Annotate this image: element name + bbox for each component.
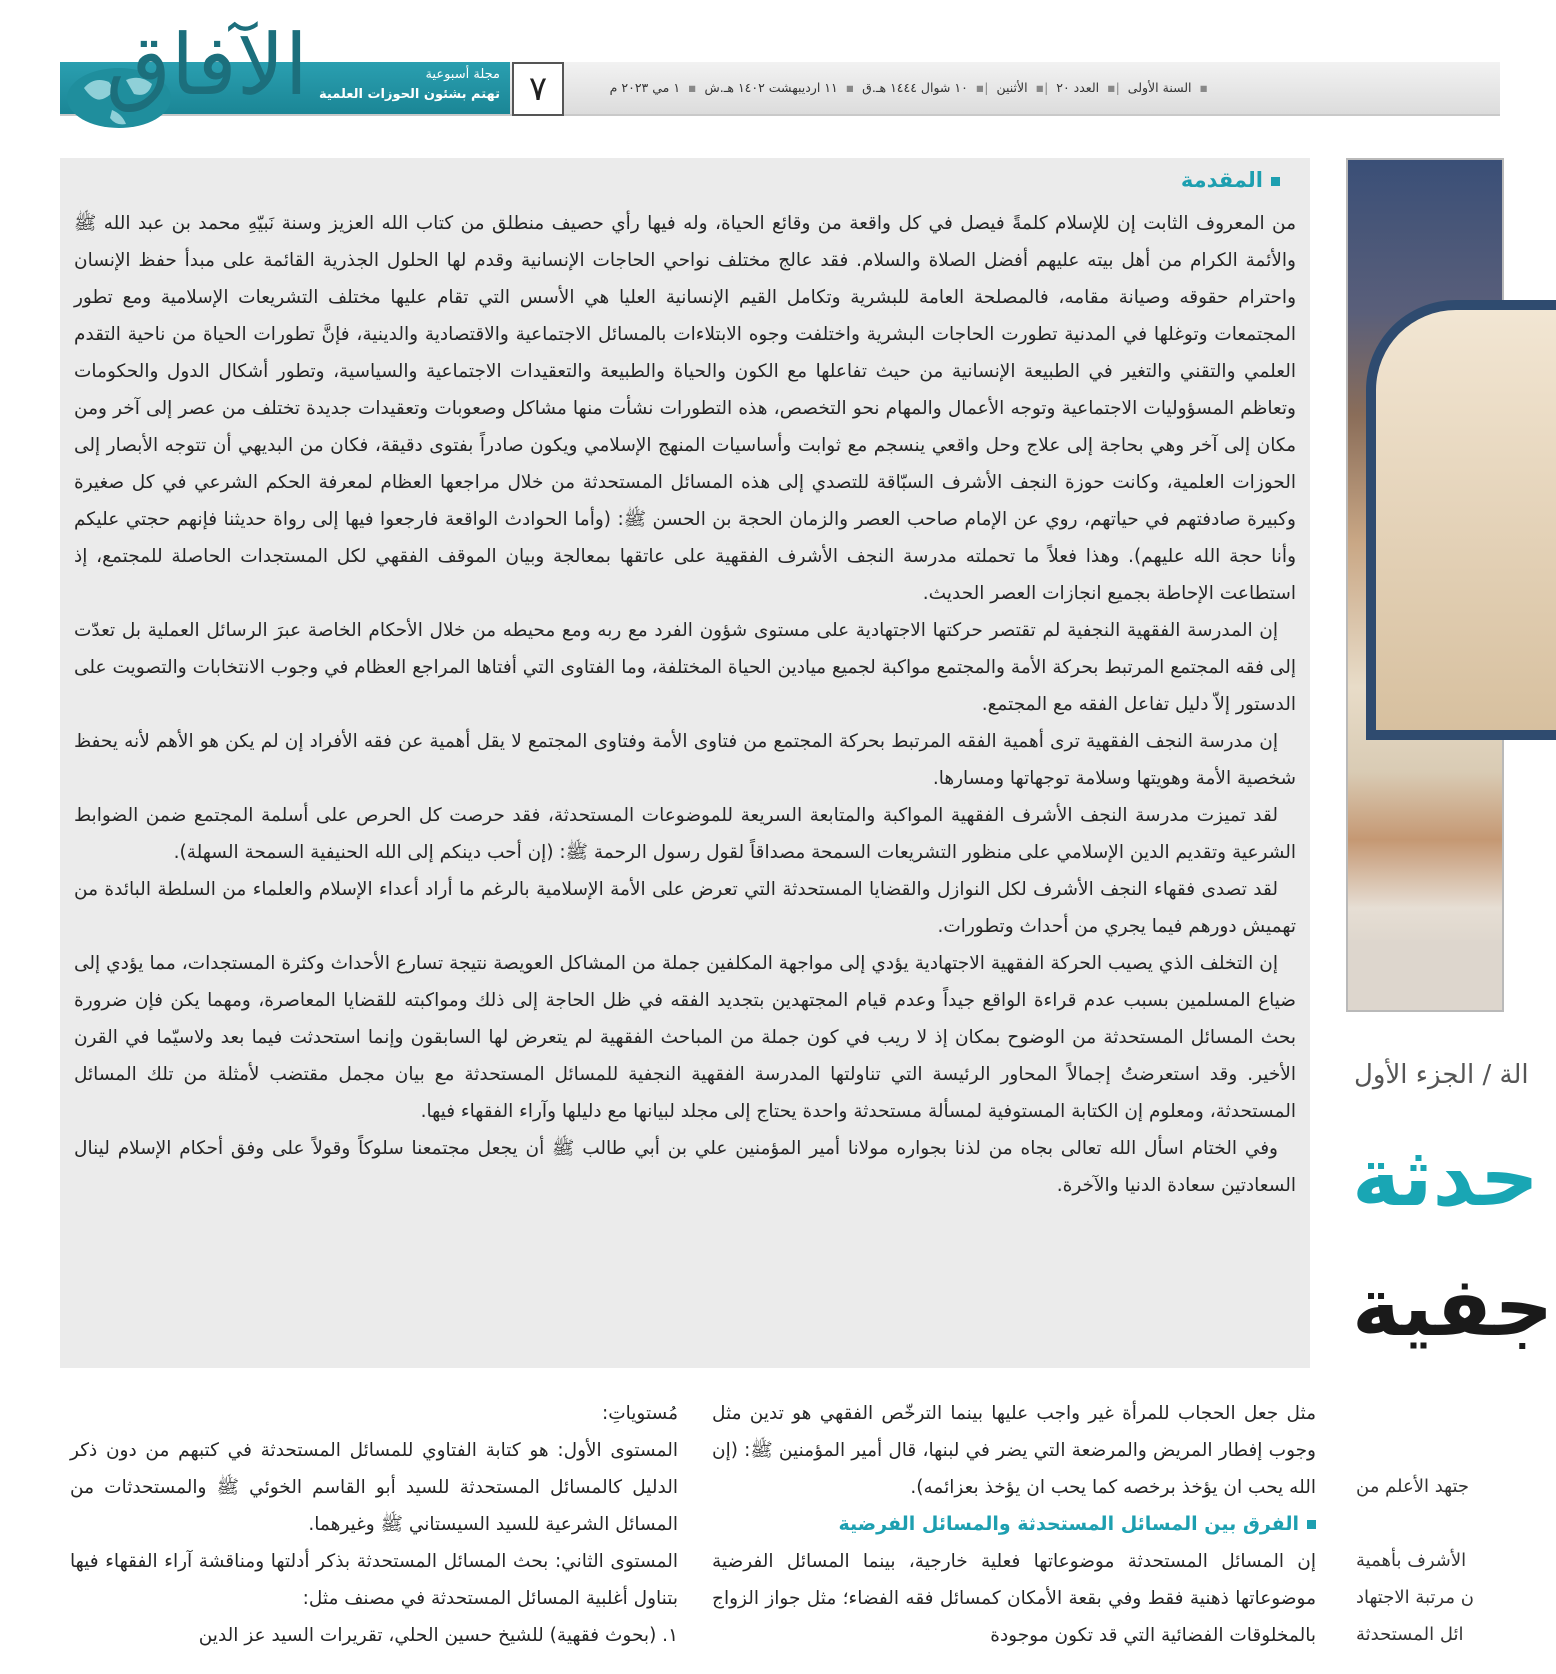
intro-paragraph: إن المدرسة الفقهية النجفية لم تقتصر حركتها الاجتهادية على مستوى شؤون الفرد مع ربه ومع محيطه من خلال الأحكام الخاصة عبرَ الرسائل العملية بل تعدّت إلى فقه المجتمع المرتبط بحركة الأمة والمجتمع مواكبة لجميع ميادين الحياة المختلفة، وما الفتاوى التي أفتاها المراجع العظام في وجوب الانتخابات والتصويت على الدستور إلاّ دليل تفاعل الفقه مع المجتمع. bbox=[74, 620, 1296, 715]
intro-paragraph: لقد تصدى فقهاء النجف الأشرف لكل النوازل والقضايا المستحدثة التي تعرض على الأمة الإسلامية بالرغم ما أراد أعداء الإسلام والعلماء من السلطة البائدة من تهميش دورهم فيما يجري من أحداث وتطورات. bbox=[74, 879, 1296, 937]
article-kicker: الة / الجزء الأول bbox=[1354, 1060, 1529, 1090]
article-column-left bbox=[70, 1395, 678, 1674]
column-paragraph: مُستوياتِ: bbox=[602, 1403, 678, 1424]
meta-solar-date: ١١ ارديبهشت ١٤٠٢ هـ.ش bbox=[704, 80, 838, 95]
meta-hijri-date: ١٠ شوال ١٤٤٤ هـ.ق bbox=[862, 80, 968, 95]
intro-body bbox=[74, 205, 1296, 1204]
intro-paragraph: إن التخلف الذي يصيب الحركة الفقهية الاجتهادية يؤدي إلى مواجهة المكلفين جملة من المشاكل العويصة نتيجة تسارع الأحداث وكثرة المستجدات، مما يؤدي إلى ضياع المسلمين بسبب عدم قراءة الواقع جيداً وعدم قيام المجتهدين بتجديد الفقه في ظل الحاجة إلى ذلك ومواكبته للقضايا المعاصرة، ومهما يكن فإن ضرورة بحث المسائل المستحدثة من الوضوح بمكان إذ لا ريب في كون جملة من المباحث الفقهية لم يتعرض لها السابقون وإنما استحدثت فيما بعد ولاسيّما في القرن الأخير. وقد استعرضتُ إجمالاً المحاور الرئيسة التي تناولتها المدرسة الفقهية النجفية للمسائل المستحدثة مع بيان مجمل مقتضب لأمثلة من تلك المسائل المستحدثة، ومعلوم إن الكتابة المستوفية لمسألة مستحدثة واحدة يحتاج إلى مجلد لبيانها مع دليلها وآراء الفقهاء فيها. bbox=[74, 953, 1296, 1122]
intro-paragraph: إن مدرسة النجف الفقهية ترى أهمية الفقه المرتبط بحركة المجتمع من فتاوى الأمة وفتاوى المجتمع لا يقل أهمية عن فقه الأفراد إن لم يكن هو الأهم لأنه يحفظ شخصية الأمة وهويتها وسلامة توجهاتها ومسارها. bbox=[74, 731, 1296, 789]
masthead-tagline: تهتم بشئون الحوزات العلمية bbox=[319, 87, 500, 102]
meta-day: الأثنين bbox=[996, 80, 1028, 95]
column-paragraph: ١. (بحوث فقهية) للشيخ حسين الحلي، تقريرات السيد عز الدين bbox=[198, 1625, 678, 1646]
meta-gregorian-date: ١ مي ٢٠٢٣ م bbox=[609, 80, 681, 95]
headline-line-2: جفية bbox=[1352, 1260, 1554, 1355]
headline-line-1: حدثة bbox=[1352, 1130, 1539, 1225]
column-paragraph: إن المسائل المستحدثة موضوعاتها فعلية خارجية، بينما المسائل الفرضية موضوعاتها ذهنية فقط وفي بقعة الأمكان كمسائل فقه الفضاء؛ مثل جواز الزواج بالمخلوقات الفضائية التي قد تكون موجودة bbox=[712, 1551, 1316, 1646]
page-number: ٧ bbox=[512, 62, 564, 116]
intro-paragraph: من المعروف الثابت إن للإسلام كلمةً فيصل في كل واقعة من وقائع الحياة، وله فيها رأي حصيف منطلق من كتاب الله العزيز وسنة نَبيّهِ محمد بن عبد الله ﷺ والأئمة الكرام من أهل بيته عليهم أفضل الصلاة والسلام. فقد عالج مختلف نواحي الحاجات الإنسانية وقدم لها الحلول الجذرية القائمة على مبدأ حفظ الإنسان واحترام حقوقه وصيانة مقامه، فالمصلحة العامة للبشرية وتكامل القيم الإنسانية العليا هي الأسس التي تقام عليها مختلف التشريعات الإسلامية ومع تطور المجتمعات وتوغلها في المدنية تطورت الحاجات البشرية واختلفت وجوه الابتلاءات بالمسائل الاجتماعية والاقتصادية والدينية، فإنَّ تطورات الحياة من ناحية التقدم العلمي والتقني والتغير في الطبيعة الإنسانية من حيث تفاعلها مع الكون والحياة والطبيعة والتعقيدات الاجتماعية والسياسية، وتطور أشكال الدول والحكومات وتعاظم المسؤوليات الاجتماعية وتوجه الأعمال والمهام نحو التخصص، هذه التطورات نشأت منها مشاكل وصعوبات وتعقيدات جديدة تختلف من عصر إلى آخر ومن مكان إلى آخر وهي بحاجة إلى علاج وحل واقعي ينسجم مع ثوابت وأساسيات المنهج الإسلامي ويكون صادراً بفتوى دقيقة، فكان من البديهي أن تتوجه الأبصار إلى الحوزات العلمية، وكانت حوزة النجف الأشرف السبّاقة للتصدي إلى هذه المسائل المستحدثة من خلال مراجعها العظام لمعرفة الحكم الشرعي في كل صغيرة وكبيرة صادفتهم في حياتهم، روي عن الإمام صاحب العصر والزمان الحجة بن الحسن ﷺ: (وأما الحوادث الواقعة فارجعوا فيها إلى رواة حديثنا فإنهم حجتي عليكم وأنا حجة الله عليهم). وهذا فعلاً ما تحملته مدرسة النجف الأشرف الفقهية على عاتقها بمعالجة وبيان الموقف الفقهي لكل المستجدات الحاصلة للمجتمع، إذ استطاعت الإحاطة بجميع انجازات العصر الحديث. bbox=[74, 213, 1296, 604]
side-column-text: جتهد الأعلم من bbox=[1356, 1476, 1470, 1497]
intro-paragraph: لقد تميزت مدرسة النجف الأشرف الفقهية المواكبة والمتابعة السريعة للموضوعات المستحدثة، فقد حرصت كل الحرص على أسلمة المجتمع ضمن الضوابط الشرعية وتقديم الدين الإسلامي على منظور التشريعات السمحة مصداقاً لقول رسول الرحمة ﷺ: (إن أحب دينكم إلى الله الحنيفية السمحة السهلة). bbox=[74, 805, 1296, 863]
meta-year: السنة الأولى bbox=[1127, 80, 1192, 95]
side-column-text: ن مرتبة الاجتهاد bbox=[1356, 1587, 1474, 1608]
column-paragraph: المستوى الثاني: بحث المسائل المستحدثة بذكر أدلتها ومناقشة آراء الفقهاء فيها بتناول أغلبية المسائل المستحدثة في مصنف مثل: bbox=[70, 1551, 678, 1609]
column-paragraph: المستوى الأول: هو كتابة الفتاوي للمسائل المستحدثة في كتبهم من دون ذكر الدليل كالمسائل المستحدثة للسيد أبو القاسم الخوئي ﷺ والمستحدثات من المسائل الشرعية للسيد السيستاني ﷺ وغيرهما. bbox=[70, 1440, 678, 1535]
article-column-middle bbox=[712, 1395, 1316, 1674]
shrine-photo bbox=[1346, 158, 1504, 1012]
issue-meta: ▪ السنة الأولى |▪ العدد ٢٠ |▪ الأثنين |▪ ١٠ شوال ١٤٤٤ هـ.ق ▪ ١١ ارديبهشت ١٤٠٢ هـ.ش ▪ ١ مي ٢٠٢٣ م bbox=[609, 80, 1208, 95]
meta-issue: العدد ٢٠ bbox=[1056, 80, 1100, 95]
side-column-text: الأشرف بأهمية bbox=[1356, 1550, 1467, 1571]
photo-floor bbox=[1348, 940, 1502, 1010]
section-heading-difference: الفرق بين المسائل المستحدثة والمسائل الفرضية bbox=[712, 1506, 1316, 1543]
heading-bullet bbox=[1307, 1520, 1316, 1529]
photo-arch bbox=[1366, 300, 1556, 740]
side-column-text: ائل المستحدثة bbox=[1356, 1624, 1464, 1645]
masthead-title: الآفاق bbox=[105, 16, 308, 114]
intro-paragraph: وفي الختام اسأل الله تعالى بجاه من لذنا بجواره مولانا أمير المؤمنين علي بن أبي طالب ﷺ أن يجعل مجتمعنا سلوكاً وقولاً على وفق أحكام الإسلام لينال السعادتين سعادة الدنيا والآخرة. bbox=[74, 1138, 1296, 1196]
intro-heading: المقدمة bbox=[1181, 168, 1280, 192]
masthead-subtitle: مجلة أسبوعية bbox=[425, 67, 500, 82]
column-paragraph: مثل جعل الحجاب للمرأة غير واجب عليها بينما الترخّص الفقهي هو تدين مثل وجوب إفطار المريض والمرضعة التي يضر في لبنها، قال أمير المؤمنين ﷺ: (إن الله يحب ان يؤخذ برخصه كما يحب ان يؤخذ بعزائمه). bbox=[712, 1403, 1316, 1498]
heading-bullet bbox=[1271, 177, 1280, 186]
